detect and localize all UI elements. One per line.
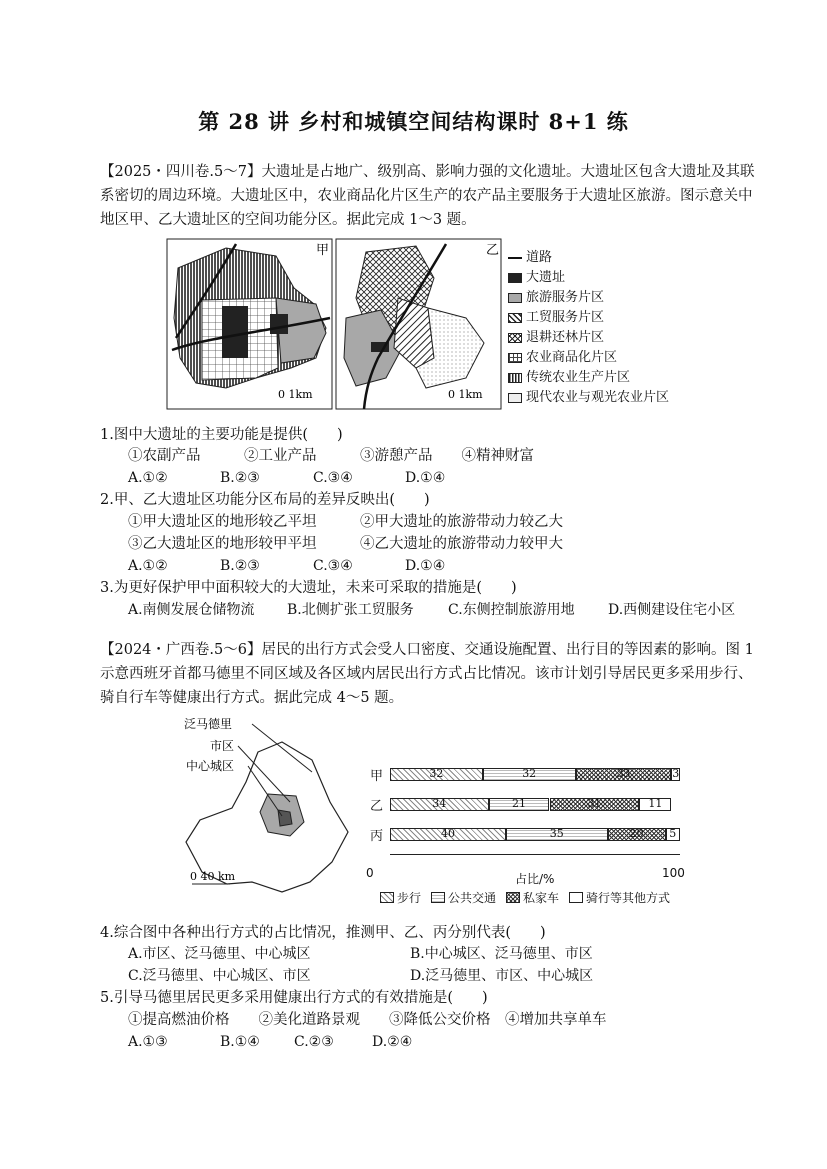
legend-swatch-icon [431, 892, 445, 903]
map-jia-site-large [222, 306, 248, 358]
bar-segment [390, 798, 489, 811]
x-tick-0: 0 [366, 866, 374, 880]
legend-item-traditional: 传统农业生产片区 [508, 368, 669, 388]
chart-legend-label: 公共交通 [448, 891, 497, 905]
vertical-lines-icon [508, 373, 522, 383]
intro-line: 示意西班牙首都马德里不同区域及各区域内居民出行方式占比情况。该市计划引导居民更多采用步行、 [100, 666, 753, 682]
q2-item4: ④乙大遗址的旅游带动力较甲大 [360, 536, 563, 552]
q2-option-b[interactable]: B.②③ [220, 558, 260, 574]
intro-line: 【2025・四川卷.5～7】大遗址是占地广、级别高、影响力强的文化遗址。大遗址区包含大遗址及其联 [100, 164, 755, 180]
map-jia-site-small [270, 314, 288, 334]
legend-item-tourism: 旅游服务片区 [508, 288, 669, 308]
bar-value-label: 40 [441, 827, 455, 840]
gray-fill-icon [508, 293, 522, 303]
q4-option-d[interactable]: D.泛马德里、市区、中心城区 [410, 968, 594, 984]
chart-legend-item [569, 889, 670, 906]
bar-category-label: 丙 [370, 829, 384, 844]
bar-segment [506, 828, 608, 841]
diagonal-hatch-icon [508, 313, 522, 323]
cross-hatch-icon [508, 333, 522, 343]
map-yi-label: 乙 [486, 243, 500, 258]
light-dots-icon [508, 393, 522, 403]
chart-legend-item [506, 889, 559, 906]
bar-value-label: 31 [587, 797, 602, 810]
legend-item-modern: 现代农业与观光农业片区 [508, 388, 669, 408]
bar-segment [483, 768, 576, 781]
q5-option-c[interactable]: C.②③ [294, 1034, 334, 1050]
legend-item-forest: 退耕还林片区 [508, 328, 669, 348]
q5-option-d[interactable]: D.②④ [372, 1034, 413, 1050]
grid-icon [508, 353, 522, 363]
bar-value-label: 3 [672, 767, 680, 780]
bar-value-label: 32 [522, 767, 537, 780]
intro-line: 地区甲、乙大遗址区的空间功能分区。据此完成 1～3 题。 [100, 212, 476, 228]
page-title: 第 28 讲 乡村和城镇空间结构课时 8+1 练 [198, 109, 629, 134]
madrid-map [172, 712, 372, 902]
label-shiqu: 市区 [210, 739, 235, 753]
q5-option-b[interactable]: B.①④ [220, 1034, 260, 1050]
q2-option-d[interactable]: D.①④ [405, 558, 446, 574]
x-tick-100: 100 [662, 866, 685, 880]
section2-intro [100, 638, 760, 710]
bar-segment [666, 828, 681, 841]
intro-line: 【2024・广西卷.5～6】居民的出行方式会受人口密度、交通设施配置、出行目的等因素的影响。图 1 [100, 642, 754, 658]
q1-option-a[interactable]: A.①② [128, 470, 168, 486]
q2-option-a[interactable]: A.①② [128, 558, 168, 574]
map-scale-text: 0 40 km [190, 870, 236, 883]
q3-option-a[interactable]: A.南侧发展仓储物流 [128, 602, 255, 618]
intro-line: 系密切的周边环境。大遗址区中，农业商品化片区生产的农产品主要服务于大遗址区旅游。图示意关中 [100, 188, 753, 204]
q4-option-b[interactable]: B.中心城区、泛马德里、市区 [410, 946, 593, 962]
chart-legend-label: 私家车 [523, 891, 560, 905]
bar-category-label: 甲 [370, 769, 384, 784]
q3-option-b[interactable]: B.北侧扩张工贸服务 [287, 602, 414, 618]
legend-item-trade: 工贸服务片区 [508, 308, 669, 328]
q2-item1: ①甲大遗址区的地形较乙平坦 [128, 514, 317, 530]
q1-option-d[interactable]: D.①④ [405, 470, 446, 486]
q5-items: ①提高燃油价格 ②美化道路景观 ③降低公交价格 ④增加共享单车 [128, 1012, 607, 1028]
solid-black-icon [508, 273, 522, 283]
bar-segment [576, 768, 672, 781]
bar-value-label: 34 [432, 797, 447, 810]
intro-line: 骑自行车等健康出行方式。据此完成 4～5 题。 [100, 690, 404, 706]
bar-segment [550, 798, 640, 811]
map-jia-scale: 0 1km [278, 388, 313, 401]
travel-mode-chart [370, 764, 680, 864]
site-maps-figure [166, 238, 502, 410]
q1-option-c[interactable]: C.③④ [313, 470, 353, 486]
q3-stem: 3.为更好保护甲中面积较大的大遗址，未来可采取的措施是( ) [100, 580, 517, 596]
bar-segment [390, 828, 506, 841]
bar-value-label: 20 [629, 827, 644, 840]
legend-item-site: 大遗址 [508, 268, 669, 288]
q3-option-c[interactable]: C.东侧控制旅游用地 [448, 602, 575, 618]
x-axis-line [390, 854, 680, 855]
legend-swatch-icon [569, 892, 583, 903]
q4-option-a[interactable]: A.市区、泛马德里、中心城区 [128, 946, 311, 962]
section1-intro [100, 160, 760, 232]
chart-legend [380, 889, 670, 906]
q5-option-a[interactable]: A.①③ [128, 1034, 168, 1050]
q2-option-c[interactable]: C.③④ [313, 558, 353, 574]
q1-option-b[interactable]: B.②③ [220, 470, 260, 486]
x-axis-label: 占比/% [515, 872, 555, 886]
bar-value-label: 32 [429, 767, 444, 780]
map-jia-label: 甲 [316, 243, 330, 258]
bar-category-label: 乙 [370, 799, 384, 814]
q4-stem: 4.综合图中各种出行方式的占比情况，推测甲、乙、丙分别代表( ) [100, 925, 546, 941]
bar-segment [489, 798, 550, 811]
chart-legend-item [431, 889, 496, 906]
q1-items: ①农副产品 ②工业产品 ③游憩产品 ④精神财富 [128, 448, 534, 464]
legend-swatch-icon [380, 892, 394, 903]
bar-value-label: 21 [512, 797, 527, 810]
road-line-icon [508, 257, 522, 259]
legend-item-road: 道路 [508, 248, 669, 268]
q2-item3: ③乙大遗址区的地形较甲平坦 [128, 536, 317, 552]
q5-stem: 5.引导马德里居民更多采用健康出行方式的有效措施是( ) [100, 990, 488, 1006]
legend-item-agri: 农业商品化片区 [508, 348, 669, 368]
chart-legend-label: 骑行等其他方式 [586, 891, 671, 905]
bar-value-label: 35 [549, 827, 564, 840]
bar-segment [671, 768, 680, 781]
bar-segment [608, 828, 666, 841]
bar-value-label: 11 [648, 797, 663, 810]
bar-value-label: 5 [669, 827, 677, 840]
q2-item2: ②甲大遗址的旅游带动力较乙大 [360, 514, 563, 530]
legend-swatch-icon [506, 892, 520, 903]
q4-option-c[interactable]: C.泛马德里、中心城区、市区 [128, 968, 311, 984]
bar-segment [390, 768, 483, 781]
chart-legend-item [380, 889, 421, 906]
map-legend [508, 248, 669, 408]
label-zhongxin: 中心城区 [186, 759, 235, 773]
label-fanmadeli: 泛马德里 [184, 717, 233, 731]
bar-segment [639, 798, 671, 811]
q2-stem: 2.甲、乙大遗址区功能分区布局的差异反映出( ) [100, 492, 430, 508]
map-yi-scale: 0 1km [448, 388, 483, 401]
bar-value-label: 33 [616, 767, 631, 780]
chart-legend-label: 步行 [397, 891, 422, 905]
q1-stem: 1.图中大遗址的主要功能是提供( ) [100, 427, 343, 443]
q3-option-d[interactable]: D.西侧建设住宅小区 [608, 602, 736, 618]
